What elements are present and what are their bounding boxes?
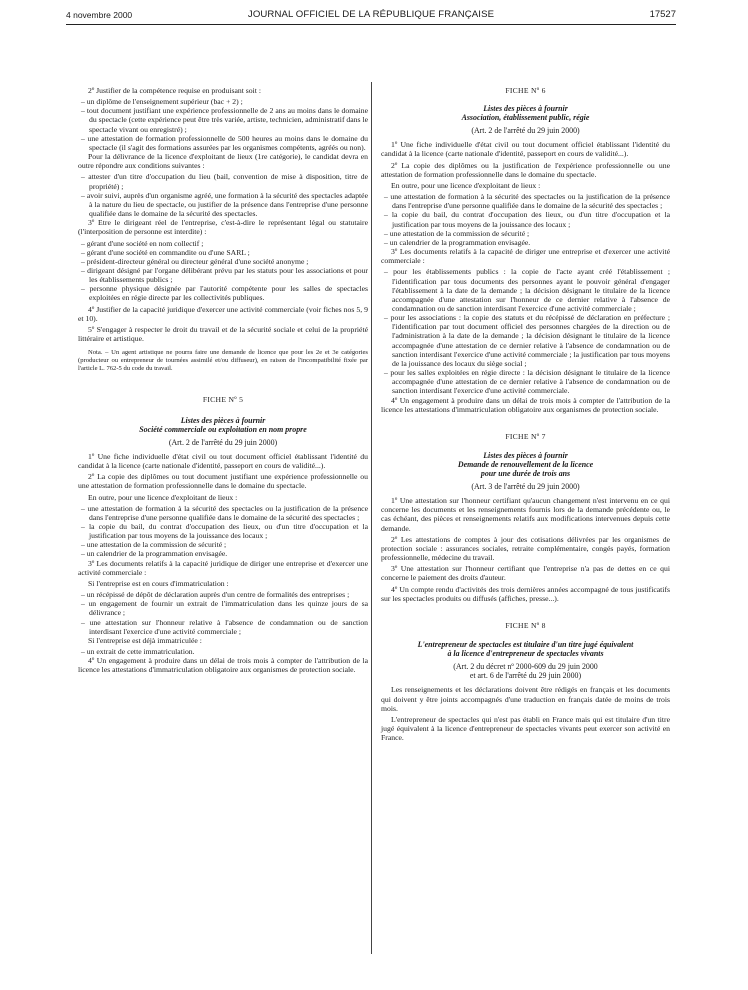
list-item: – un calendrier de la programmation envisagée. — [381, 238, 670, 247]
paragraph: 3º Une attestation sur l'honneur certifiant que l'entreprise n'a pas de dettes en ce qui concerne le paiement des droits d'auteur. — [381, 564, 670, 583]
paragraph: Si l'entreprise est déjà immatriculée : — [88, 635, 202, 645]
fiche-8-subtitle: à la licence d'entrepreneur de spectacles vivants — [447, 649, 604, 659]
list-immatriculee — [78, 647, 368, 656]
list-item: – un extrait de cette immatriculation. — [78, 647, 368, 656]
paragraph: 4º Un engagement à produire dans un délai de trois mois à compter de l'attribution de la licence les attestations d'immatriculation obligatoire aux organismes de protection sociale. — [381, 395, 670, 414]
fiche-8-label: FICHE Nº 8 — [505, 620, 546, 630]
list-item: – pour les salles exploitées en régie directe : la décision désignant le titulaire de la licence accompagnée d'une attestation de ce dernier relative à l'absence de condamnation ou de sanction interdisant l'exercice d'une activité commerciale. — [381, 368, 670, 395]
page-header — [66, 6, 676, 24]
paragraph: L'entrepreneur de spectacles qui n'est pas établi en France mais qui est titulaire d'un titre jugé équivalent à la licence d'entrepreneur de spectacles vivants peut exercer son activité en France. — [381, 714, 670, 743]
list-item: – gérant d'une société en commandite ou d'une SARL ; — [78, 248, 368, 257]
list-item: – une attestation de formation à la sécurité des spectacles ou la justification de la présence dans l'entreprise d'une personne qualifiée dans le domaine de la sécurité des spectacles ; — [381, 192, 670, 210]
list-item: – pour les associations : la copie des statuts et du récépissé de déclaration en préfecture ; l'identification par tout document officiel des personnes chargées de la direction ou de l'administration à la date de la demande ; la décision désignant le titulaire de la licence accompagnée d'une attestation de ce dernier relative à l'absence de condamnation ou de sanction interdisant l'exercice d'une activité commerciale ; la justification par tous moyens de la jouissance des locaux du siège social ; — [381, 313, 670, 368]
paragraph: 1º Une fiche individuelle d'état civil ou tout document officiel établissant l'identité du candidat à la licence (carte nationale d'identité, passeport en cours de validité...). — [78, 451, 368, 471]
list-immatriculation — [78, 590, 368, 636]
list-item: – la copie du bail, du contrat d'occupation des lieux, ou d'un titre d'occupation et la justification par tous moyens de la jouissance des locaux ; — [381, 210, 670, 228]
fiche-7-reference: (Art. 3 de l'arrêté du 29 juin 2000) — [471, 482, 580, 491]
fiche-7-subtitle: Demande de renouvellement de la licence — [457, 460, 594, 469]
paragraph: En outre, pour une licence d'exploitant de lieux : — [88, 492, 238, 502]
journal-title: JOURNAL OFFICIEL DE LA RÉPUBLIQUE FRANÇAISE — [247, 9, 495, 20]
paragraph: 3º Etre le dirigeant réel de l'entreprise, c'est-à-dire le représentant légal ou statutaire (l'interposition de personne est interdite) : — [78, 218, 368, 237]
fiche-7-label: FICHE Nº 7 — [505, 431, 546, 441]
list-exploitant — [78, 504, 368, 559]
paragraph: Les renseignements et les déclarations doivent être rédigés en français et les documents qui doivent y être joints accompagnés d'une traduction en français datée de moins de trois mois. — [381, 685, 670, 713]
paragraph: 4º Justifier de la capacité juridique d'exercer une activité commerciale (voir fiches nos 5, 9 et 10). — [78, 304, 368, 323]
paragraph: Si l'entreprise est en cours d'immatriculation : — [88, 578, 229, 588]
list-item: – président-directeur général ou directeur général d'une société anonyme ; — [78, 257, 368, 266]
list-item: – pour les établissements publics : la copie de l'acte ayant créé l'établissement ; l'identification par tous documents des personnes ayant le pouvoir général d'engager l'établissement à la date de la demande ; la décision désignant le titulaire de la licence accompagnée d'une attestation sur l'honneur de ce dernier relative à l'absence de condamnation ou de sanction interdisant l'exercice d'une activité commerciale ; — [381, 267, 670, 313]
page-number: 17527 — [649, 9, 676, 20]
list-item: – un récépissé de dépôt de déclaration auprès d'un centre de formalités des entreprises ; — [78, 590, 368, 599]
fiche-6-subtitle: Association, établissement public, régie — [461, 113, 590, 123]
list-conditions — [78, 172, 368, 218]
paragraph: 1º Une attestation sur l'honneur certifiant qu'aucun changement n'est intervenu en ce qui concerne les documents et les renseignements fournis lors de la demande précédente ou, le cas échéant, des pièces et renseignements relatifs aux modifications intervenues depuis cette demande. — [381, 496, 670, 533]
fiche-8-reference-2: et art. 6 de l'arrêté du 29 juin 2000) — [469, 671, 582, 681]
list-competence — [78, 97, 368, 152]
list-item: – une attestation de la commission de sécurité ; — [78, 540, 368, 549]
header-rule — [66, 24, 676, 25]
paragraph: 4º Un compte rendu d'activités des trois dernières années accompagné de tous justificatifs sur les spectacles produits ou diffusés (affiches, presse...). — [381, 584, 670, 603]
list-item: – avoir suivi, auprès d'un organisme agréé, une formation à la sécurité des spectacles adaptée à la nature du lieu de spectacle, ou justifier de la présence dans l'entreprise d'une personne qualifiée dans le domaine de la sécurité des spectacles. — [78, 191, 368, 218]
list-item: – une attestation sur l'honneur relative à l'absence de condamnation ou de sanction interdisant l'exercice d'une activité commerciale ; — [78, 618, 368, 636]
fiche-8-reference: (Art. 2 du décret nº 2000-609 du 29 juin 2000 — [453, 662, 598, 672]
left-column — [78, 86, 368, 677]
right-column — [381, 86, 670, 744]
paragraph: 4º Un engagement à produire dans un délai de trois mois à compter de l'attribution de la licence les attestations d'immatriculation obligatoire aux organismes de protection sociale. — [78, 656, 368, 675]
list-item: – tout document justifiant une expérience professionnelle de 2 ans au moins dans le domaine du spectacle (cette expérience peut être très variée, artiste, technicien, administratif dans le spectacle vivant ou enregistré) ; — [78, 106, 368, 133]
fiche-7-title: Listes des pièces à fournir — [483, 451, 568, 460]
paragraph: 3º Les documents relatifs à la capacité de diriger une entreprise et d'exercer une activité commerciale : — [381, 247, 670, 266]
list-item: – la copie du bail, du contrat d'occupation des lieux, ou d'un titre d'occupation et la justification par tous moyens de la jouissance des locaux ; — [78, 522, 368, 540]
list-exploitant — [381, 192, 670, 247]
paragraph: 2º La copie des diplômes ou tout document justifiant une expérience professionnelle ou une attestation de formation professionnelle dans le domaine du spectacle. — [78, 472, 368, 491]
fiche-8-title: L'entrepreneur de spectacles est titulaire d'un titre jugé équivalent — [417, 640, 634, 650]
nota-note: Nota. – Un agent artistique ne pourra faire une demande de licence que pour les 2e et 3e catégories (producteur ou entrepreneur de tournées assimilé et/ou diffuseur), en raison de l'incompatibilité fixée par l'article L. 762-5 du code du travail. — [78, 349, 368, 372]
paragraph: 2º Les attestations de comptes à jour des cotisations délivrées par les organismes de protection sociale : assurances sociales, retraite complémentaire, congés payés, formation professionnelle, médecine du travail. — [381, 534, 670, 563]
list-item: – un diplôme de l'enseignement supérieur (bac + 2) ; — [78, 97, 368, 106]
fiche-5-reference: (Art. 2 de l'arrêté du 29 juin 2000) — [168, 437, 278, 447]
paragraph: 2º Justifier de la compétence requise en produisant soit : — [88, 86, 261, 95]
list-item: – une attestation de formation professionnelle de 500 heures au moins dans le domaine du spectacle (il s'agit des formations assurées par les organismes compétents, agréés ou non). — [78, 134, 368, 152]
list-dirigeants — [78, 239, 368, 303]
fiche-6-label: FICHE Nº 6 — [505, 86, 546, 95]
fiche-7-subtitle-2: pour une durée de trois ans — [480, 469, 571, 478]
paragraph: 2º La copie des diplômes ou la justification de l'expérience professionnelle ou une attestation de formation professionnelle dans le domaine du spectacle. — [381, 160, 670, 179]
paragraph: Pour la délivrance de la licence d'exploitant de lieux (1re catégorie), le candidat devra en outre répondre aux conditions suivantes : — [78, 152, 368, 171]
list-item: – attester d'un titre d'occupation du lieu (bail, convention de mise à disposition, titre de propriété) ; — [78, 172, 368, 190]
fiche-5-label: FICHE Nº 5 — [202, 394, 244, 404]
list-item: – personne physique désignée par l'autorité compétente pour les salles de spectacles exploitées en régie directe par les collectivités publiques. — [78, 284, 368, 302]
fiche-5-title: Listes des pièces à fournir — [180, 415, 266, 425]
fiche-6-reference: (Art. 2 de l'arrêté du 29 juin 2000) — [471, 126, 580, 136]
paragraph: 5º S'engager à respecter le droit du travail et de la sécurité sociale et celui de la propriété littéraire et artistique. — [78, 324, 368, 344]
list-item: – dirigeant désigné par l'organe délibérant prévu par les statuts pour les associations et pour les établissements publics ; — [78, 266, 368, 284]
list-item: – une attestation de formation à la sécurité des spectacles ou la justification de la présence dans l'entreprise d'une personne qualifiée dans le domaine de la sécurité des spectacles ; — [78, 504, 368, 522]
paragraph: En outre, pour une licence d'exploitant de lieux : — [391, 180, 541, 190]
header-date: 4 novembre 2000 — [66, 10, 133, 20]
list-item: – un engagement de fournir un extrait de l'immatriculation dans les quinze jours de sa délivrance ; — [78, 599, 368, 617]
list-item: – une attestation de la commission de sécurité ; — [381, 229, 670, 238]
list-item: – gérant d'une société en nom collectif ; — [78, 239, 368, 248]
column-divider — [371, 82, 372, 954]
paragraph: 3º Les documents relatifs à la capacité juridique de diriger une entreprise et d'exercer une activité commerciale : — [78, 558, 368, 577]
list-item: – un calendrier de la programmation envisagée. — [78, 549, 368, 558]
paragraph: 1º Une fiche individuelle d'état civil ou tout document officiel établissant l'identité du candidat à la licence (carte nationale d'identité, passeport en cours de validité...). — [381, 140, 670, 159]
fiche-5-subtitle: Société commerciale ou exploitation en nom propre — [139, 424, 307, 434]
fiche-6-title: Listes des pièces à fournir — [483, 104, 568, 114]
list-capacite — [381, 267, 670, 395]
